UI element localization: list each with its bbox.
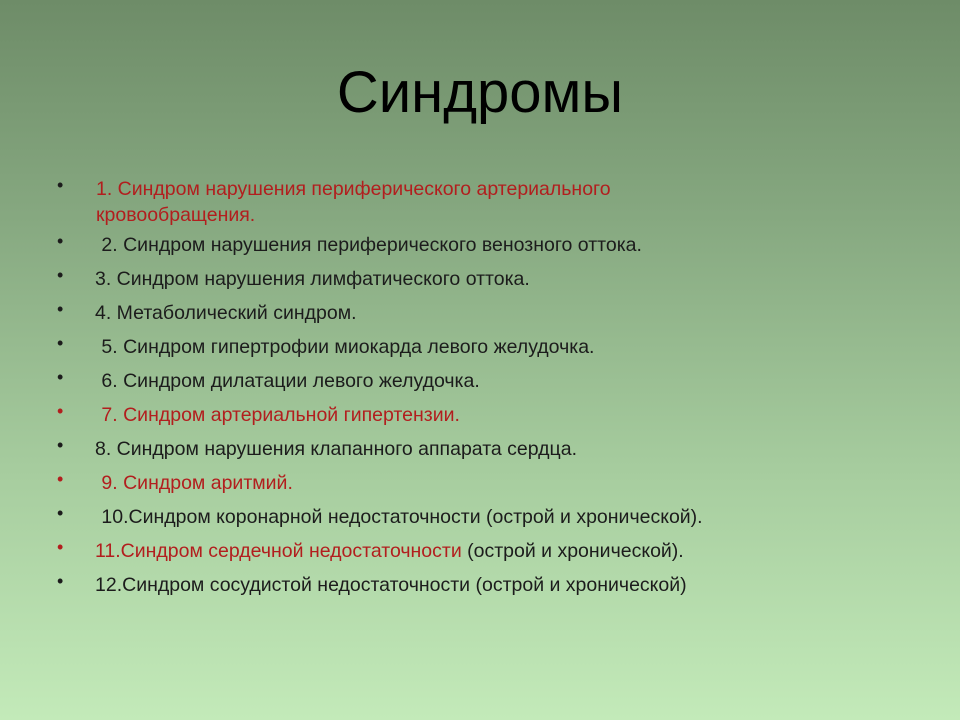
list-item (0, 176, 960, 228)
list-item-text: 5. Синдром гипертрофии миокарда левого желудочка. (96, 336, 595, 358)
bullet-icon: • (57, 537, 64, 557)
list-item (0, 232, 960, 258)
list-item (0, 266, 960, 292)
list-item (0, 436, 960, 462)
list-item-text-rest: (острой и хронической). (461, 540, 684, 562)
list-item (0, 334, 960, 360)
list-item (0, 538, 960, 564)
list-item (0, 368, 960, 394)
list-item-text: 12.Синдром сосудистой недостаточности (острой и хронической) (95, 574, 687, 596)
bullet-icon: • (57, 469, 64, 489)
bullet-icon: • (57, 265, 64, 285)
list-item-text-highlight: 11.Синдром сердечной недостаточности (95, 540, 462, 562)
list-item-text: 9. Синдром аритмий. (96, 472, 293, 494)
list-item-text: 6. Синдром дилатации левого желудочка. (96, 370, 480, 392)
bullet-icon: • (57, 435, 64, 455)
list-item (0, 300, 960, 326)
list-item-text: 10.Синдром коронарной недостаточности (острой и хронической). (96, 506, 703, 528)
list-item (0, 504, 960, 530)
syndrome-list (0, 176, 960, 606)
list-item-text: 2. Синдром нарушения периферического венозного оттока. (96, 234, 642, 256)
list-item-text: 4. Метаболический синдром. (95, 302, 357, 324)
bullet-icon: • (57, 299, 64, 319)
bullet-icon: • (57, 571, 64, 591)
slide-title: Синдромы (336, 60, 624, 125)
list-item (0, 470, 960, 496)
bullet-icon: • (57, 367, 64, 387)
bullet-icon: • (57, 401, 64, 421)
list-item (0, 572, 960, 598)
list-item-text: 8. Синдром нарушения клапанного аппарата сердца. (95, 438, 577, 460)
bullet-icon: • (57, 333, 64, 353)
bullet-icon: • (57, 503, 64, 523)
bullet-icon: • (57, 175, 64, 195)
bullet-icon: • (57, 231, 64, 251)
list-item-text (0, 538, 900, 564)
list-item-text: 1. Синдром нарушения периферического артериального кровообращения. (96, 178, 611, 226)
list-item-text: 7. Синдром артериальной гипертензии. (96, 404, 460, 426)
list-item-text: 3. Синдром нарушения лимфатического оттока. (95, 268, 530, 290)
list-item (0, 402, 960, 428)
